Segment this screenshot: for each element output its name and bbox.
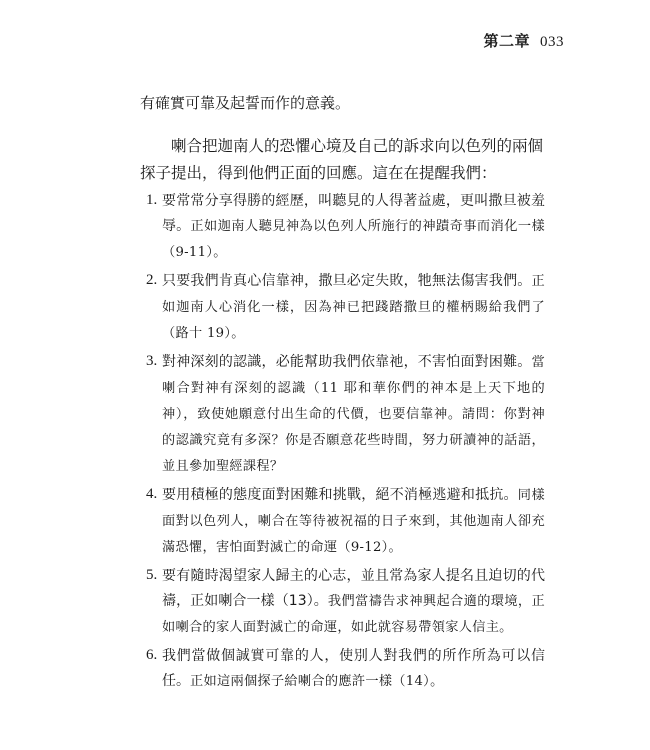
item-statement: 要用積極的態度面對困難和挑戰，絕不消極逃避和抵抗。 (162, 487, 518, 503)
item-statement: 要常常分享得勝的經歷，叫聽見的人得著益處，更叫撒旦被羞辱。 (162, 193, 545, 234)
list-item (140, 188, 545, 265)
item-number: 5. (146, 567, 158, 583)
item-statement: 只要我們肯真心信靠神，撒旦必定失敗，牠無法傷害我們。 (162, 273, 532, 289)
page-body (140, 90, 545, 697)
item-number: 3. (146, 353, 158, 369)
item-explanation: 同樣面對以色列人，喇合在等待被祝福的日子來到，其他迦南人卻充滿恐懼，害怕面對滅亡的命運（9-12）。 (162, 488, 546, 555)
list-item (140, 643, 545, 694)
item-explanation: 我們當禱告求神興起合適的環境，正如喇合的家人面對滅亡的命運，如此就容易帶領家人信主。 (162, 594, 545, 635)
chapter-title: 第二章 (483, 32, 530, 50)
list-item (140, 482, 545, 560)
list-item (140, 349, 545, 479)
item-statement: 對神深刻的認識，必能幫助我們依靠祂，不害怕面對困難。 (162, 354, 532, 370)
item-explanation: 正如迦南人心消化一樣，因為神已把踐踏撒旦的權柄賜給我們了（路十 19）。 (162, 274, 545, 341)
reminder-list (140, 188, 545, 694)
item-explanation: 正如這兩個探子給喇合的應許一樣（14）。 (190, 674, 444, 689)
item-number: 1. (146, 192, 158, 208)
item-number: 2. (146, 272, 158, 288)
continued-sentence: 有確實可靠及起誓而作的意義。 (140, 94, 351, 112)
list-item (140, 563, 545, 640)
item-statement: 要有隨時渴望家人歸主的心志，並且常為家人提名且迫切的代禱，正如喇合一樣（13）。 (162, 568, 545, 609)
item-statement: 我們當做個誠實可靠的人，使別人對我們的所作所為可以信任。 (162, 648, 545, 689)
item-number: 6. (146, 647, 158, 663)
item-number: 4. (146, 486, 158, 502)
item-explanation: 正如迦南人聽見神為以色列人所施行的神蹟奇事而消化一樣（9-11）。 (162, 219, 545, 260)
item-explanation: 當喇合對神有深刻的認識（11 耶和華你們的神本是上天下地的神），致使她願意付出生命的代價，也要信靠神。請問：你對神的認識究竟有多深？你是否願意花些時間，努力研讀神的話語，並且參加聖經課程？ (162, 355, 545, 474)
running-header (483, 30, 564, 51)
page-number: 033 (540, 34, 564, 50)
list-item (140, 268, 545, 346)
intro-paragraph: 喇合把迦南人的恐懼心境及自己的訴求向以色列的兩個探子提出，得到他們正面的回應。這在在提醒我們： (140, 137, 544, 182)
